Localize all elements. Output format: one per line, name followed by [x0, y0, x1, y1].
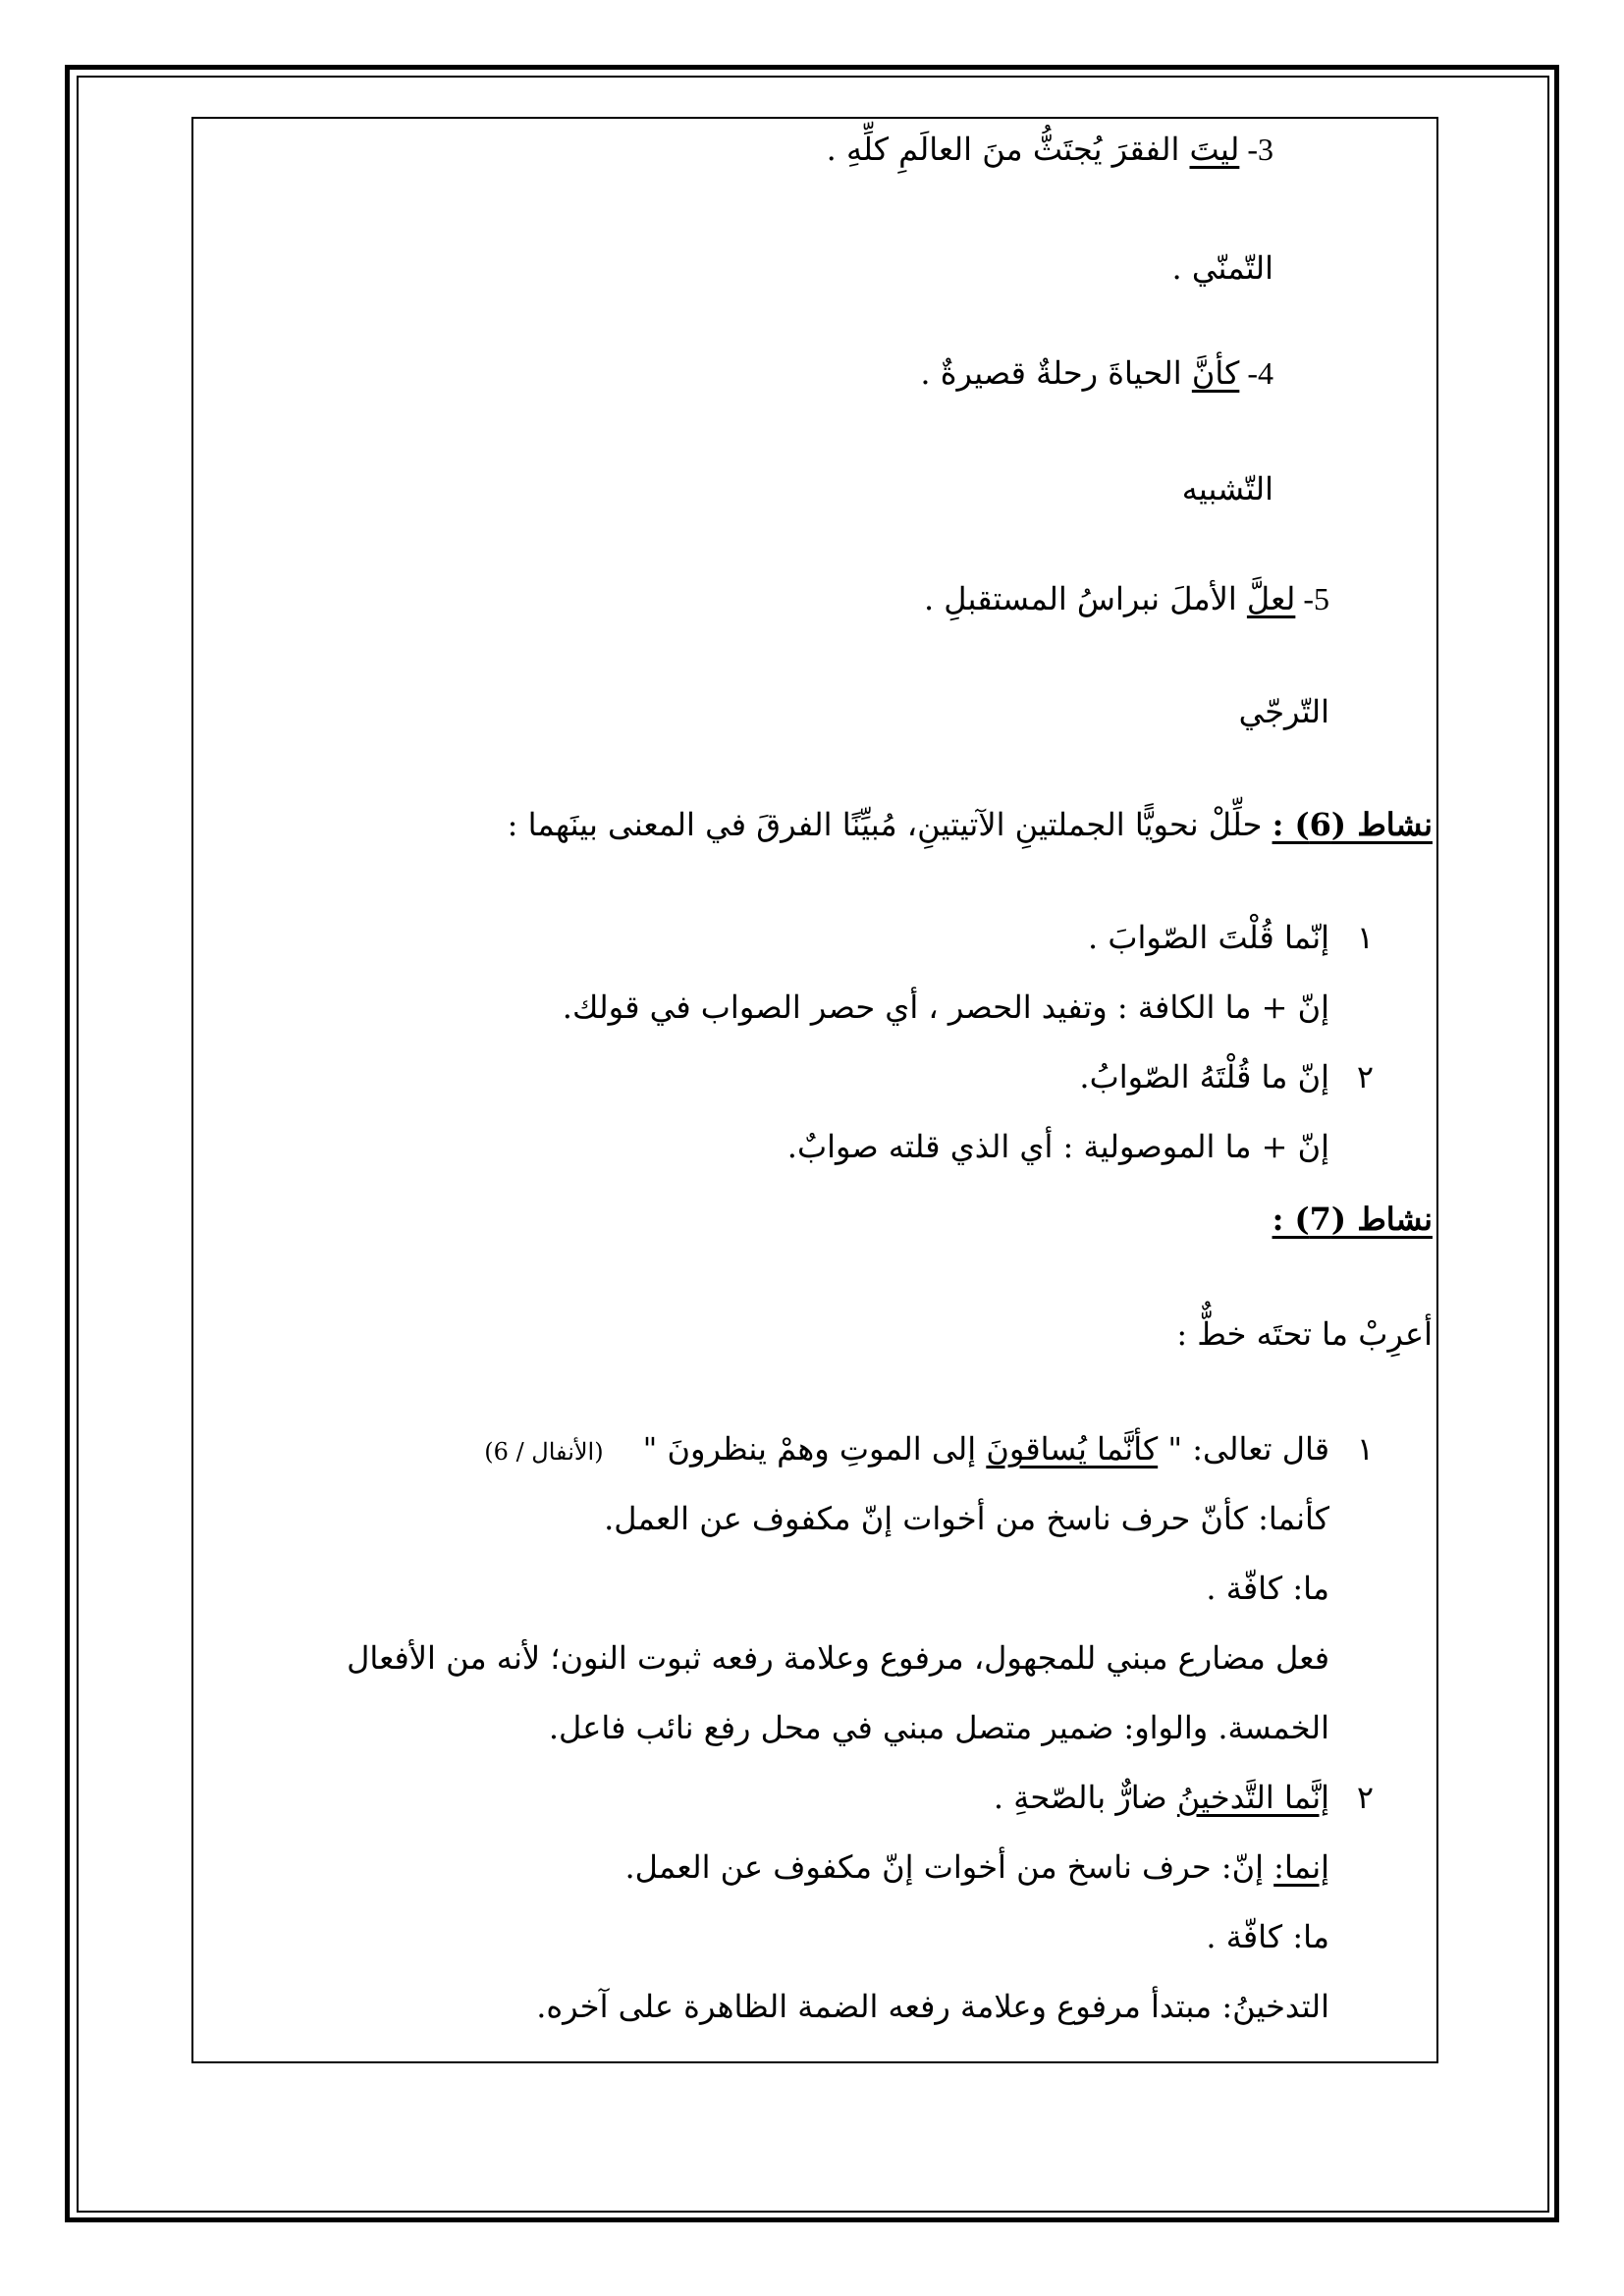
sentence-5	[924, 579, 1329, 618]
answer-4: التّشبيه	[1181, 470, 1273, 507]
sentence-text: الفقرَ يُجتَثُّ منَ العالَمِ كلِّهِ .	[826, 131, 1190, 168]
activity-6-sentence-2	[1079, 1057, 1374, 1096]
sentence-3	[827, 130, 1273, 169]
sentence-text: الحياةَ رحلةٌ قصيرةٌ .	[920, 354, 1192, 392]
activity-7-title: نشاط (7) :	[1272, 1201, 1433, 1238]
answer-5: التّرجّي	[1238, 693, 1329, 730]
q2-line-1	[624, 1847, 1329, 1887]
sentence-4	[920, 353, 1273, 393]
answer-3: التّمنّي .	[1171, 249, 1273, 287]
line-text: إنّ: حرف ناسخ من أخوات إنّ مكفوف عن العمل.	[624, 1848, 1274, 1886]
q2-line-2: ما: كافّة .	[1206, 1918, 1329, 1955]
underlined-words: كأنَّما يُساقونَ	[986, 1430, 1159, 1468]
sentence-text: إنّما قُلْتَ الصّوابَ .	[1088, 919, 1329, 956]
activity-6-sentence-1	[1088, 918, 1374, 957]
sentence-text: ضارٌّ بالصّحةِ .	[993, 1779, 1177, 1816]
verse-prefix: قال تعالى: "	[1158, 1430, 1329, 1468]
sentence-number: 3-	[1239, 132, 1273, 167]
list-number: ١	[1356, 1430, 1374, 1468]
activity-6-explanation-1: إنّ + ما الكافة : وتفيد الحصر ، أي حصر الصواب في قولك.	[562, 988, 1329, 1026]
sentence-number: 5-	[1295, 581, 1329, 616]
line-label: إنما:	[1273, 1848, 1329, 1886]
verse-suffix: إلى الموتِ وهمْ ينظرونَ "	[642, 1430, 987, 1468]
activity-7-question-1	[484, 1429, 1374, 1471]
underlined-particle: كأنَّ	[1191, 354, 1240, 392]
activity-6-heading	[508, 805, 1433, 844]
verse-reference: (الأنفال / 6)	[484, 1438, 604, 1466]
sentence-number: 4-	[1239, 355, 1273, 391]
activity-7-question-2	[994, 1778, 1374, 1817]
q2-line-3: التدخينُ: مبتدأ مرفوع وعلامة رفعه الضمة الظاهرة على آخره.	[536, 1988, 1329, 2025]
list-number: ٢	[1356, 1058, 1374, 1095]
list-number: ١	[1356, 919, 1374, 956]
list-number: ٢	[1356, 1779, 1374, 1816]
sentence-text: الأملَ نبراسُ المستقبلِ .	[923, 580, 1247, 617]
activity-6-instruction: حلِّلْ نحويًّا الجملتينِ الآتيتينِ، مُبيِّنًا الفرقَ في المعنى بينَهما :	[507, 806, 1272, 843]
underlined-words: إنَّما التَّدخينُ	[1176, 1779, 1329, 1816]
activity-6-explanation-2: إنّ + ما الموصولية : أي الذي قلته صوابٌ.	[786, 1128, 1329, 1165]
q1-line-2: ما: كافّة .	[1206, 1570, 1329, 1607]
q1-line-1: كأنما: كأنّ حرف ناسخ من أخوات إنّ مكفوف عن العمل.	[604, 1500, 1329, 1537]
underlined-particle: ليتَ	[1189, 131, 1240, 168]
q1-line-3: فعل مضارع مبني للمجهول، مرفوع وعلامة رفعه ثبوت النون؛ لأنه من الأفعال	[347, 1639, 1329, 1677]
activity-7-instruction: أعرِبْ ما تحتَه خطٌّ :	[1176, 1315, 1433, 1353]
sentence-text: إنّ ما قُلْتَهُ الصّوابُ.	[1079, 1058, 1329, 1095]
activity-6-title: نشاط (6) :	[1272, 806, 1433, 843]
q1-line-4: الخمسة. والواو: ضمير متصل مبني في محل رفع نائب فاعل.	[548, 1709, 1329, 1746]
underlined-particle: لعلَّ	[1246, 580, 1296, 617]
